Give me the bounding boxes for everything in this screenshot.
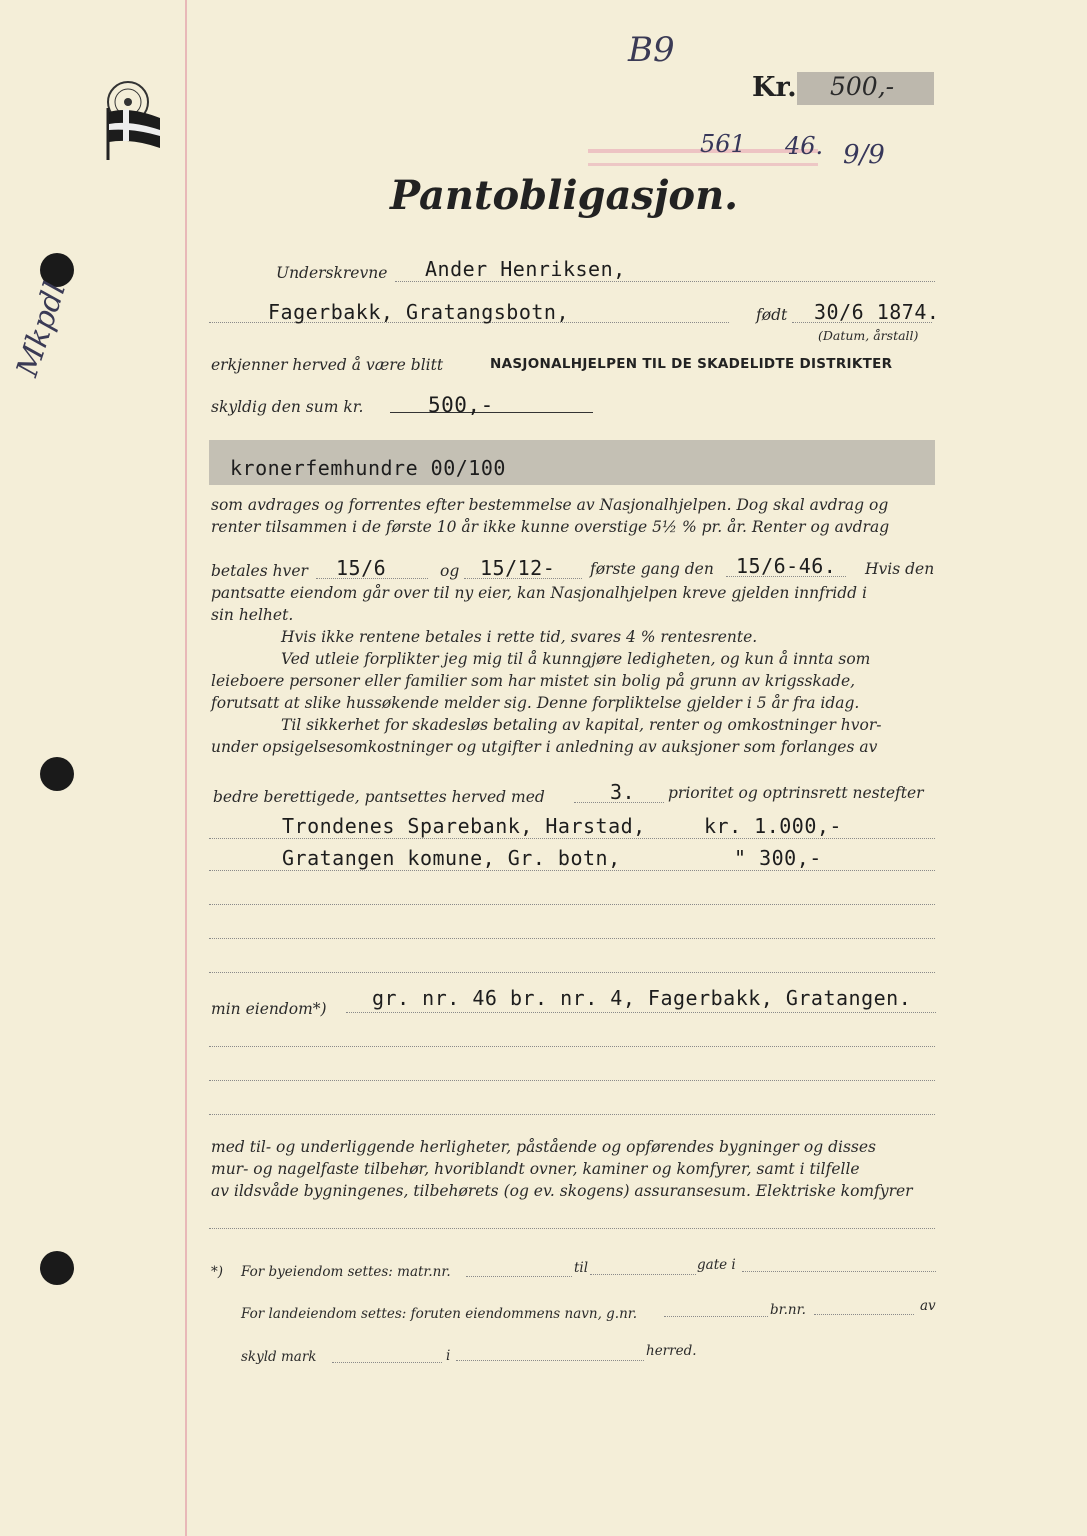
footnote-line2-c: av — [920, 1298, 936, 1314]
text-line: med til- og underliggende herligheter, påstående og opførendes bygninger og disses — [211, 1138, 876, 1156]
text-line: sin helhet. — [211, 606, 294, 624]
footnote-rule — [664, 1316, 768, 1317]
claim-rule — [209, 870, 935, 871]
stamp-year: 46. — [785, 132, 824, 160]
priority-suffix: prioritet og optrinsrett nestefter — [668, 784, 924, 802]
claim-name: Trondenes Sparebank, Harstad, — [282, 814, 646, 838]
acknowledge-text: erkjenner herved å være blitt — [211, 356, 444, 374]
footnote-star: *) — [211, 1264, 224, 1280]
margin-signature: Mkpdl — [10, 277, 74, 381]
footnote-line1-a: For byeiendom settes: matr.nr. — [241, 1264, 451, 1280]
pay-first-label: første gang den — [590, 560, 714, 578]
footnote-line2-b: br.nr. — [770, 1302, 806, 1318]
terms-paragraph — [211, 494, 941, 538]
born-label: født — [756, 306, 788, 324]
footnote-rule — [742, 1271, 936, 1272]
footnote-rule — [456, 1360, 644, 1361]
footnote-rule — [466, 1276, 572, 1277]
text-line: mur- og nagelfaste tilbehør, hvoriblandt ovner, kaminer og komfyrer, samt i tilfelle — [211, 1160, 860, 1178]
terms-paragraph-2 — [211, 582, 941, 758]
address-value: Fagerbakk, Gratangsbotn, — [268, 300, 569, 324]
claim-amount: kr. 1.000,- — [704, 814, 842, 838]
pay-tail: Hvis den — [865, 560, 935, 578]
margin-line — [185, 0, 187, 1536]
kr-label: Kr. — [752, 72, 797, 103]
footnote-line3-c: herred. — [646, 1343, 697, 1359]
claim-rule — [209, 838, 935, 839]
claim-name: Gratangen komune, Gr. botn, — [282, 846, 621, 870]
text-line: som avdrages og forrentes efter bestemmelse av Nasjonalhjelpen. Dog skal avdrag og — [211, 496, 889, 514]
property-value: gr. nr. 46 br. nr. 4, Fagerbakk, Gratangen. — [372, 986, 912, 1010]
blank-rule — [209, 904, 935, 905]
owes-amount: 500,- — [428, 393, 494, 417]
footnote-line3-b: i — [446, 1348, 451, 1364]
pay-first-date: 15/6-46. — [736, 554, 837, 578]
text-line: Hvis ikke rentene betales i rette tid, svares 4 % rentesrente. — [281, 628, 758, 646]
owes-label: skyldig den sum kr. — [211, 398, 364, 416]
creditor-name: NASJONALHJELPEN TIL DE SKADELIDTE DISTRIKTER — [490, 356, 893, 372]
text-line: forutsatt at slike hussøkende melder sig. Denne forpliktelse gjelder i 5 år fra idag. — [211, 694, 860, 712]
priority-prefix: bedre berettigede, pantsettes herved med — [213, 788, 545, 806]
footnote-line3-a: skyld mark — [241, 1349, 317, 1365]
stamp-date: 9/9 — [843, 140, 885, 170]
blank-rule — [209, 1114, 935, 1115]
appurtenance-paragraph — [211, 1136, 941, 1202]
footnote-rule — [332, 1362, 442, 1363]
footnote-line1-c: gate i — [697, 1257, 736, 1273]
property-label: min eiendom*) — [211, 1000, 327, 1018]
blank-rule — [209, 1228, 935, 1229]
amount-words: kronerfemhundre 00/100 — [230, 456, 506, 480]
kr-amount: 500,- — [830, 72, 895, 101]
blank-rule — [209, 1046, 935, 1047]
claim-amount: " 300,- — [734, 846, 822, 870]
blank-rule — [209, 972, 935, 973]
blank-rule — [209, 938, 935, 939]
footnote-rule — [590, 1274, 696, 1275]
undersigned-label: Underskrevne — [276, 264, 388, 282]
text-line: Til sikkerhet for skadesløs betaling av kapital, renter og omkostninger hvor- — [281, 716, 882, 734]
text-line: pantsatte eiendom går over til ny eier, kan Nasjonalhjelpen kreve gjelden innfridd i — [211, 584, 867, 602]
stamp-number: 561 — [700, 130, 746, 158]
pay-og: og — [440, 562, 460, 580]
born-hint: (Datum, årstall) — [818, 328, 919, 343]
undersigned-name: Ander Henriksen, — [425, 257, 626, 281]
text-line: leieboere personer eller familier som har mistet sin bolig på grunn av krigsskade, — [211, 672, 856, 690]
undersigned-rule — [395, 281, 935, 282]
footnote-line2-a: For landeiendom settes: foruten eiendommens navn, g.nr. — [241, 1306, 638, 1322]
punch-hole — [40, 1251, 74, 1285]
footnote-line1-b: til — [574, 1260, 589, 1276]
text-line: av ildsvåde bygningenes, tilbehørets (og ev. skogens) assuransesum. Elektriske komfyrer — [211, 1182, 913, 1200]
pay-label: betales hver — [211, 562, 308, 580]
text-line: under opsigelsesomkostninger og utgifter i anledning av auksjoner som forlanges av — [211, 738, 878, 756]
pay-date-1: 15/6 — [336, 556, 387, 580]
blank-rule — [209, 1080, 935, 1081]
property-rule — [346, 1012, 936, 1013]
text-line: Ved utleie forplikter jeg mig til å kunngjøre ledigheten, og kun å innta som — [281, 650, 871, 668]
pay-date-2: 15/12- — [480, 556, 556, 580]
punch-hole — [40, 757, 74, 791]
nasjonalhjelpen-flag-logo — [100, 78, 168, 164]
born-date: 30/6 1874. — [814, 300, 940, 324]
text-line: renter tilsammen i de første 10 år ikke kunne overstige 5½ % pr. år. Renter og avdrag — [211, 518, 890, 536]
document-title: Pantobligasjon. — [390, 172, 739, 219]
handwritten-page-number: B9 — [628, 30, 675, 70]
footnote-rule — [814, 1314, 914, 1315]
priority-number: 3. — [610, 780, 636, 804]
